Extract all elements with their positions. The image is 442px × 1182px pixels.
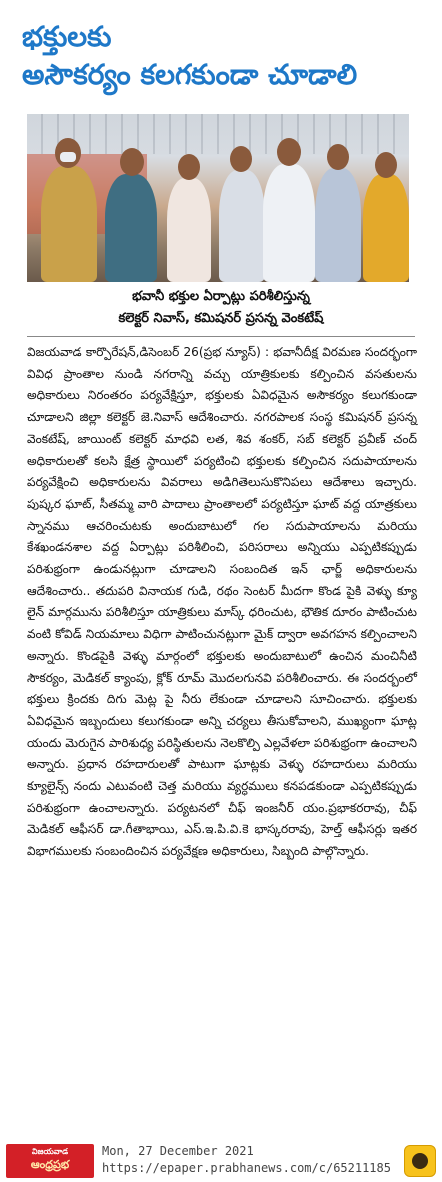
epaper-footer <box>0 1140 442 1182</box>
footer-meta <box>102 1143 391 1177</box>
caption-divider <box>27 336 415 337</box>
article-paragraph: విజయవాడ కార్పొరేషన్,డిసెంబర్ 26(ప్రభ న్యూస్) : భవానీదీక్ష విరమణ సందర్భంగా వివిధ ప్రాంతాల నుండి నగరాన్ని వచ్చు యాత్రికులకు కల్పించిన వసతులను అధికారులు నిరంతరం పర్యవేక్షిస్తూ, భక్తులకు ఏవిధమైన అసౌకర్యం కలుగకుండా చూడాలని జిల్లా కలెక్టర్ జె.నివాస్ ఆదేశించారు. నగరపాలక సంస్థ కమిషనర్ ప్రసన్న వెంకటేష్, జాయింట్ కలెక్టర్ మాధవి లత, శివ శంకర్, సబ్ కలెక్టర్ ప్రవీణ్ చంద్ అధికారులతో కలసి క్షేత్ర స్థాయిలో పర్యటించి భక్తులకు కల్పించిన సదుపాయాలను పర్యవేక్షించి అధికారులను వివరాలు అడిగితెలుసుకొనిపలు ఆదేశాలు ఇచ్చారు. పుష్కర ఘాట్, సీతమ్మ వారి పాదాలు ప్రాంతాలలో పర్యటిస్తూ ఘాట్ వద్ద యాత్రకులు స్నానము ఆచరించుటకు అందుబాటులో గల సదుపాయాలను మరియు కేశఖండనశాల వద్ద ఏర్పాట్లు పరిశీలించి, పరిసరాలు అన్నియు ఎప్పటికప్పుడు పరిశుభ్రంగా ఉండునట్లుగా చూడాలని సంబందిత ఇన్ ఛార్జ్ అధికారులను ఆదేశించారు.. తదుపరి వినాయక గుడి, రథం సెంటర్ మీదగా కొండ పైకి వెళ్ళు క్యూ లైన్ మార్గమును పరిశీలిస్తూ యాత్రికులు మాస్క్ ధరించుట, భౌతిక దూరం పాటించుట వంటి కోవిడ్ నియమాలు విధిగా పాటించునట్లుగా మైక్ ద్వారా అవగహన కల్పించాలని అన్నారు. కొండపైకి వెళ్ళు మార్గంలో భక్తులకు అందుబాటులో ఉంచిన మంచినీటి సౌకర్యం, మెడికల్ క్యాంపు, క్లోక్ రూమ్ మొదలగునవి పరిశీలించారు. ఈ సందర్బంలో భక్తులు క్రిందకు దిగు మెట్ల పై నీరు లేకుండా చూడాలని సూచించారు. భక్తులకు ఏవిధమైన ఇబ్బందులు కలుగకుండా అన్ని చర్యలు తీసుకోవాలని, ముఖ్యంగా ఘాట్ల యందు మెరుగైన పారిశుధ్య పరిస్థితులను నెలకొల్పి ఎల్లవేళలా పరిశుభ్రంగా ఉంచాలని అన్నారు. ప్రధాన రహదారులతో పాటుగా ఘాట్లకు వెళ్ళు రహదారులు మరియు క్యూలైన్స్ నందు ఎటువంటి చెత్త మరియు వ్యర్ధములు కనపడకుండా ఎప్పటికప్పుడు పరిశుభ్రంగా ఉంచాలన్నారు. పర్యటనలో చీఫ్ ఇంజనీర్ యం.ప్రభాకరరావు, చీఫ్ మెడికల్ ఆఫీసర్ డా.గీతాభాయి, ఎస్.ఇ.పి.వి.కె భాస్కరరావు, హెల్త్ ఆఫీసర్లు ఇతర విభాగములకు సంబందించిన పర్యవేక్షణ అధికారులు, సిబ్బంది పాల్గొన్నారు. <box>27 345 417 859</box>
logo-city: విజయవాడ <box>31 1147 69 1156</box>
photo-person <box>167 178 211 282</box>
caption-line-1: భవానీ భక్తుల ఏర్పాట్లు పరిశీలిస్తున్న <box>132 289 310 304</box>
caption-line-2: కలెక్టర్ నివాస్, కమిషనర్ ప్రసన్న వెంకటేష్ <box>118 311 324 326</box>
logo-name: ఆంధ్రప్రభ <box>30 1158 70 1171</box>
photo-head <box>120 148 144 176</box>
mascot-icon <box>404 1145 436 1177</box>
photo-person <box>41 166 97 282</box>
photo-head <box>375 152 397 178</box>
mascot-face <box>412 1153 428 1169</box>
photo-person <box>263 164 315 282</box>
headline <box>22 18 432 94</box>
headline-line-1: భక్తులకు <box>22 20 112 53</box>
photo-roof <box>27 114 409 154</box>
photo-person <box>363 174 409 282</box>
photo-person <box>315 168 361 282</box>
edition-date: Mon, 27 December 2021 <box>102 1144 254 1158</box>
article-body <box>27 342 417 863</box>
photo-head <box>277 138 301 166</box>
photo-mask <box>60 152 76 162</box>
photo-head <box>230 146 252 172</box>
photo-person <box>219 170 265 282</box>
headline-line-2: అసౌకర్యం కలగకుండా చూడాలి <box>22 58 358 91</box>
news-photo <box>27 114 409 282</box>
newspaper-logo[interactable] <box>6 1144 94 1178</box>
photo-caption <box>0 286 442 330</box>
photo-head <box>327 144 349 170</box>
clip-url[interactable]: https://epaper.prabhanews.com/c/65211185 <box>102 1161 391 1175</box>
photo-head <box>178 154 200 180</box>
photo-person <box>105 174 157 282</box>
